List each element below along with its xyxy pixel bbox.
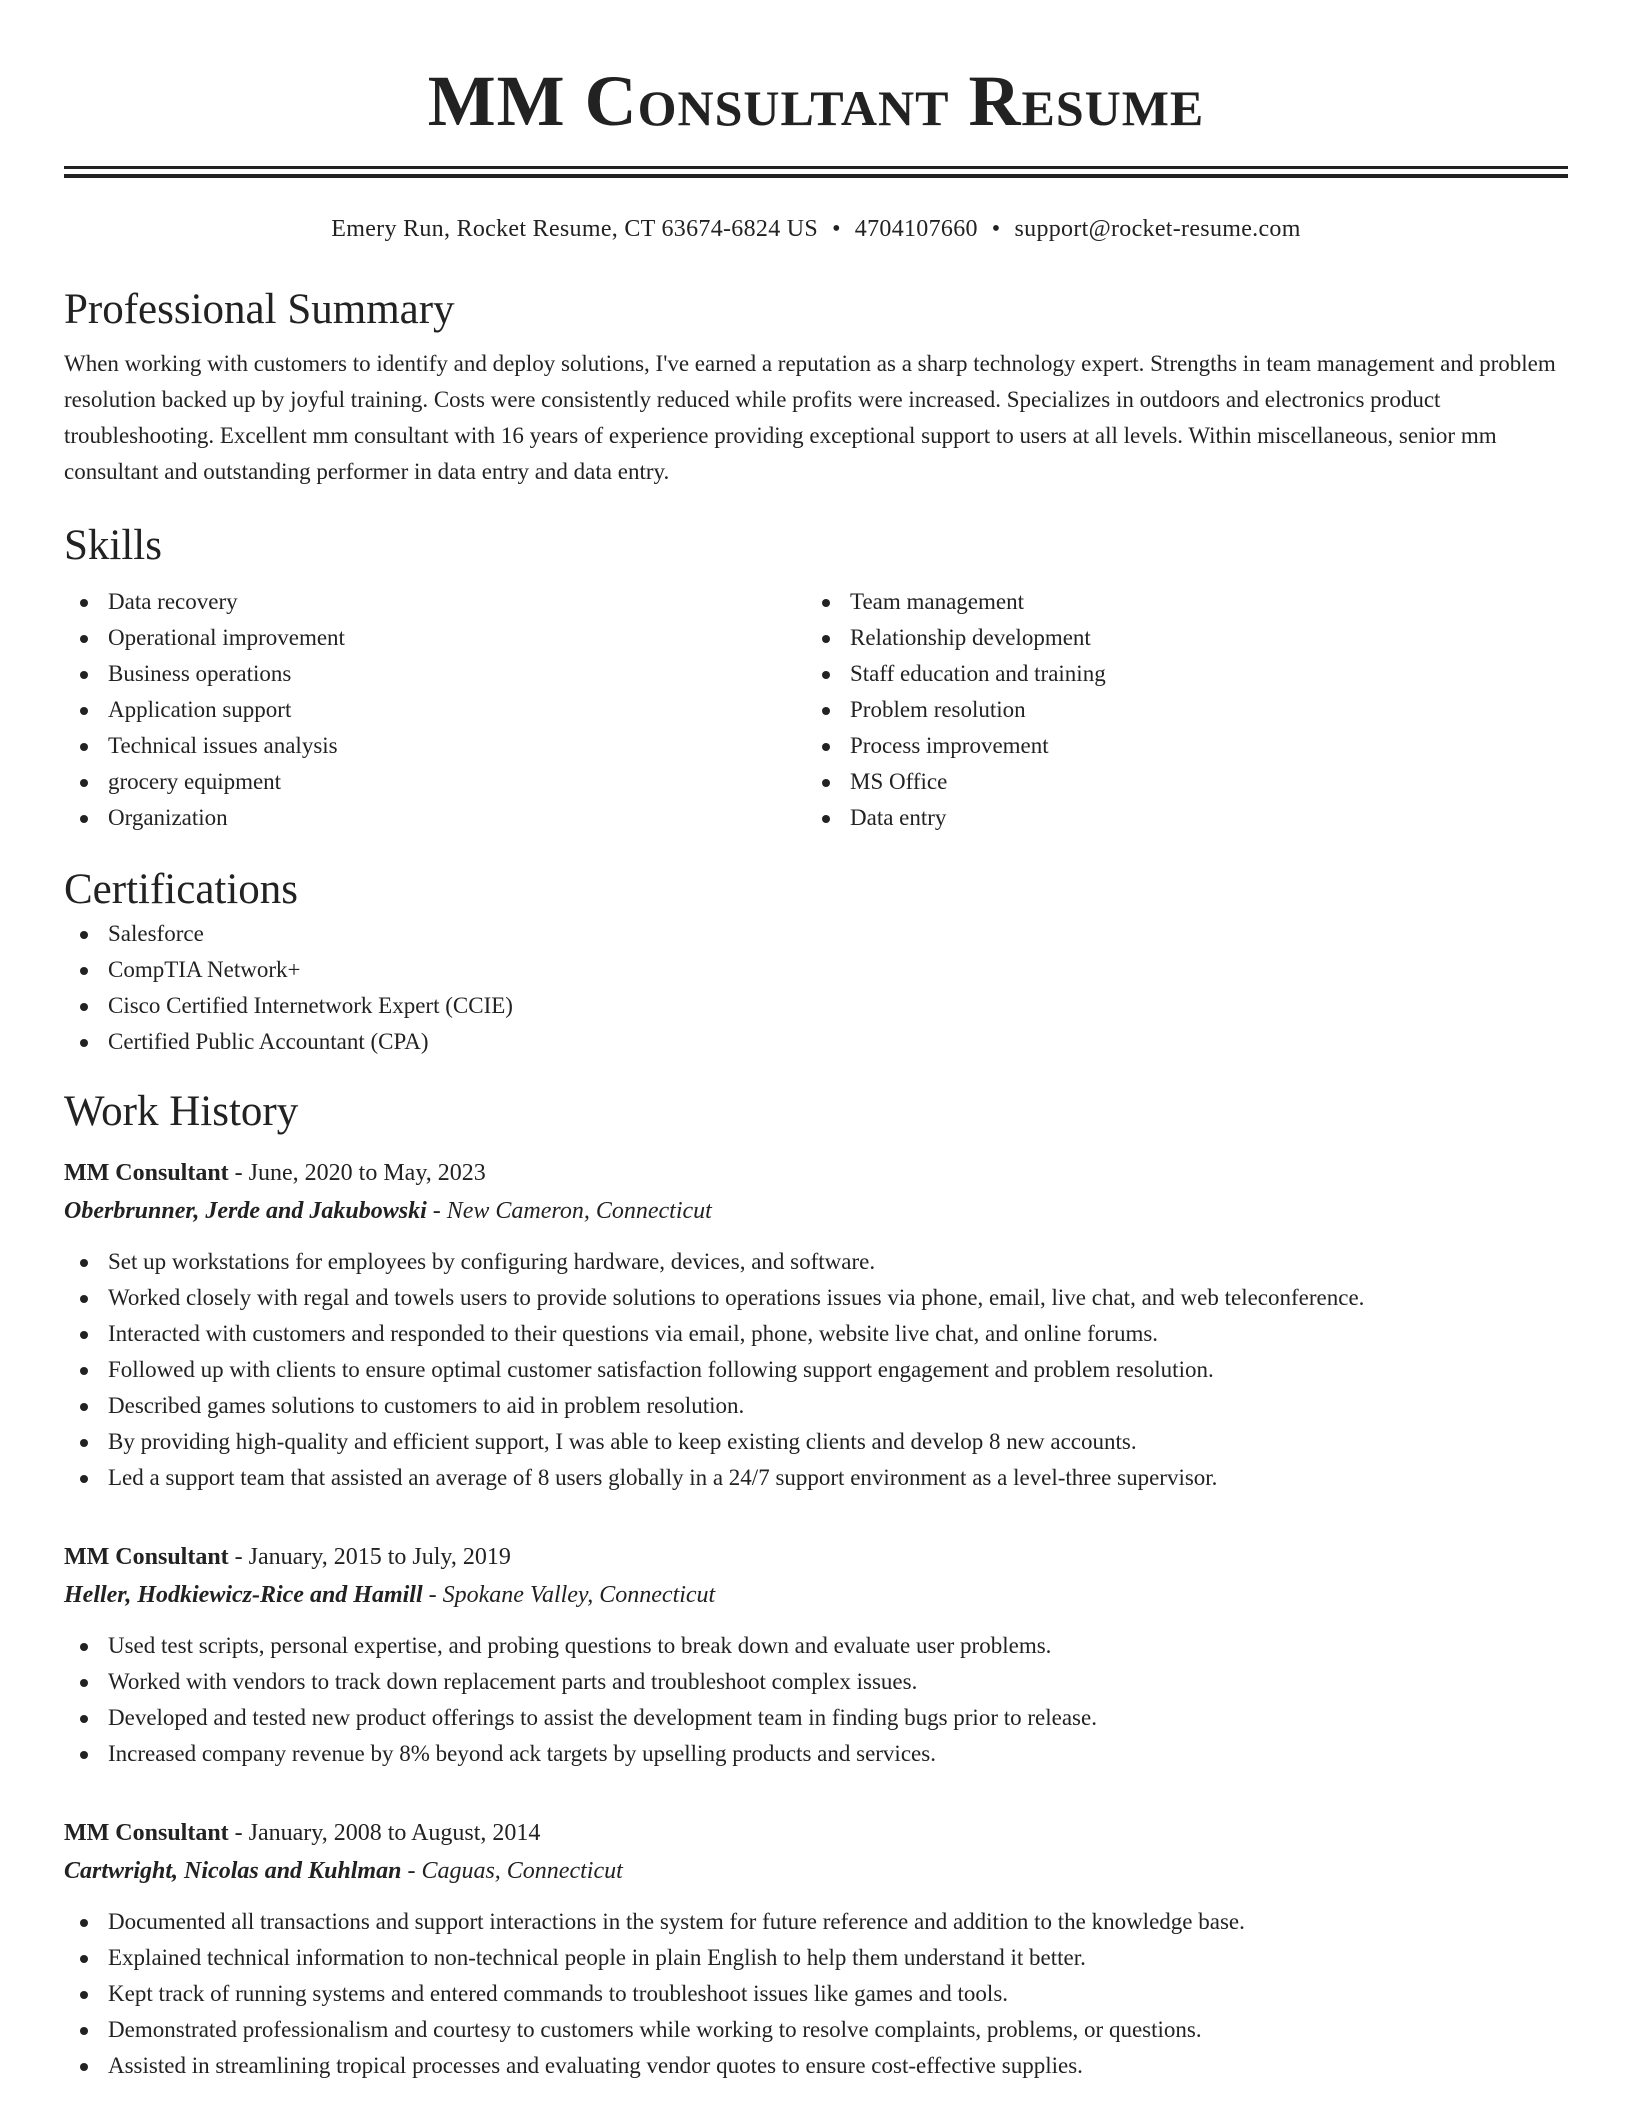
certification-item — [64, 916, 1568, 952]
job-entry — [64, 1814, 1568, 2084]
job-duty-item — [64, 1628, 1568, 1664]
bullet-icon — [80, 635, 88, 643]
bullet-icon — [80, 1475, 88, 1483]
contact-email[interactable]: support@rocket-resume.com — [1014, 216, 1301, 242]
job-entry — [64, 1154, 1568, 1496]
bullet-icon — [80, 1367, 88, 1375]
job-role: MM Consultant — [64, 1544, 229, 1570]
skill-item-text: Application support — [108, 697, 292, 722]
job-duty-item — [64, 1700, 1568, 1736]
bullet-icon — [822, 635, 830, 643]
job-duty-item — [64, 1664, 1568, 1700]
job-duty-item — [64, 1244, 1568, 1280]
summary-heading: Professional Summary — [64, 286, 455, 333]
bullet-icon — [80, 815, 88, 823]
skill-item-text: Technical issues analysis — [108, 733, 338, 758]
skills-list-right — [806, 584, 1548, 836]
job-duty-item-text: Used test scripts, personal expertise, and probing questions to break down and evaluate user problems. — [108, 1633, 1052, 1658]
skill-item-text: Staff education and training — [850, 661, 1106, 686]
job-dates: - June, 2020 to May, 2023 — [228, 1160, 486, 1186]
bullet-icon — [80, 931, 88, 939]
bullet-icon — [80, 967, 88, 975]
job-duty-item-text: Assisted in streamlining tropical processes and evaluating vendor quotes to ensure cost-effective supplies. — [108, 2053, 1083, 2078]
job-duty-item-text: Increased company revenue by 8% beyond ack targets by upselling products and services. — [108, 1741, 936, 1766]
job-location: - New Cameron, Connecticut — [426, 1198, 712, 1224]
bullet-icon — [80, 1679, 88, 1687]
certification-item-text: Cisco Certified Internetwork Expert (CCIE) — [108, 993, 513, 1018]
bullet-icon — [80, 2027, 88, 2035]
skill-item — [806, 620, 1548, 656]
certification-item-text: CompTIA Network+ — [108, 957, 301, 982]
job-duty-item-text: Set up workstations for employees by configuring hardware, devices, and software. — [108, 1249, 876, 1274]
contact-line — [64, 214, 1568, 244]
job-duty-item-text: Led a support team that assisted an average of 8 users globally in a 24/7 support environment as a level-three supervisor. — [108, 1465, 1218, 1490]
job-duty-item — [64, 1904, 1568, 1940]
certification-item-text: Salesforce — [108, 921, 204, 946]
job-duty-item-text: Documented all transactions and support interactions in the system for future reference and addition to the knowledge base. — [108, 1909, 1245, 1934]
skill-item — [806, 800, 1548, 836]
bullet-icon — [80, 1259, 88, 1267]
job-company-line — [64, 1852, 1568, 1890]
skill-item — [64, 764, 806, 800]
skills-column-right — [806, 584, 1548, 836]
work-history-heading: Work History — [64, 1088, 299, 1135]
bullet-icon — [80, 1403, 88, 1411]
certifications-list — [64, 916, 1568, 1060]
job-duty-item-text: Explained technical information to non-technical people in plain English to help them understand it better. — [108, 1945, 1086, 1970]
bullet-icon — [80, 1331, 88, 1339]
resume-title: MM Consultant Resume — [427, 61, 1205, 141]
title-divider-bottom — [64, 174, 1568, 178]
skill-item — [806, 584, 1548, 620]
job-duties-list — [64, 1628, 1568, 1772]
bullet-icon — [80, 599, 88, 607]
skill-item-text: Team management — [850, 589, 1025, 614]
bullet-icon — [822, 815, 830, 823]
job-role: MM Consultant — [64, 1160, 229, 1186]
skill-item — [806, 764, 1548, 800]
bullet-icon — [80, 743, 88, 751]
bullet-icon — [80, 1919, 88, 1927]
skill-item-text: grocery equipment — [108, 769, 282, 794]
job-duty-item — [64, 1388, 1568, 1424]
job-duty-item — [64, 1460, 1568, 1496]
certification-item — [64, 1024, 1568, 1060]
bullet-icon — [80, 707, 88, 715]
skill-item — [806, 656, 1548, 692]
job-duty-item-text: Worked with vendors to track down replacement parts and troubleshoot complex issues. — [108, 1669, 918, 1694]
certification-item — [64, 952, 1568, 988]
bullet-icon — [822, 671, 830, 679]
skill-item-text: Data entry — [850, 805, 947, 830]
job-dates: - January, 2008 to August, 2014 — [228, 1820, 541, 1846]
contact-separator: • — [991, 216, 1001, 242]
skills-heading: Skills — [64, 522, 162, 569]
job-company: Heller, Hodkiewicz-Rice and Hamill — [64, 1582, 423, 1608]
job-location: - Spokane Valley, Connecticut — [422, 1582, 716, 1608]
skill-item-text: Data recovery — [108, 589, 238, 614]
bullet-icon — [80, 1039, 88, 1047]
job-duty-item-text: By providing high-quality and efficient support, I was able to keep existing clients and develop 8 new accounts. — [108, 1429, 1137, 1454]
bullet-icon — [80, 1955, 88, 1963]
job-duty-item — [64, 1424, 1568, 1460]
skill-item — [806, 728, 1548, 764]
job-title-line — [64, 1538, 1568, 1576]
bullet-icon — [80, 1991, 88, 1999]
skill-item — [64, 620, 806, 656]
certifications-heading: Certifications — [64, 866, 299, 913]
certification-item — [64, 988, 1568, 1024]
job-duty-item-text: Described games solutions to customers to aid in problem resolution. — [108, 1393, 745, 1418]
skill-item — [64, 656, 806, 692]
skill-item — [64, 584, 806, 620]
job-company-line — [64, 1192, 1568, 1230]
job-duty-item — [64, 2012, 1568, 2048]
job-duty-item — [64, 1352, 1568, 1388]
job-role: MM Consultant — [64, 1820, 229, 1846]
job-duty-item — [64, 1940, 1568, 1976]
job-company: Cartwright, Nicolas and Kuhlman — [64, 1858, 402, 1884]
job-title-line — [64, 1814, 1568, 1852]
bullet-icon — [80, 1715, 88, 1723]
bullet-icon — [80, 671, 88, 679]
job-duties-list — [64, 1244, 1568, 1496]
skill-item-text: Process improvement — [850, 733, 1049, 758]
job-duties-list — [64, 1904, 1568, 2084]
skill-item — [806, 692, 1548, 728]
job-duty-item-text: Interacted with customers and responded to their questions via email, phone, website live chat, and online forums. — [108, 1321, 1159, 1346]
skill-item-text: Organization — [108, 805, 228, 830]
job-duty-item-text: Worked closely with regal and towels users to provide solutions to operations issues via phone, email, live chat, and web teleconference. — [108, 1285, 1365, 1310]
skill-item-text: Operational improvement — [108, 625, 345, 650]
job-duty-item-text: Followed up with clients to ensure optimal customer satisfaction following support engagement and problem resolution. — [108, 1357, 1214, 1382]
summary-text: When working with customers to identify and deploy solutions, I've earned a reputation as a sharp technology expert. Strengths in team management and problem resolution backed up by joyful training. Costs were consistently reduced while profits were increased. Specializes in outdoors and electronics product troubleshooting. Excellent mm consultant with 16 years of experience providing exceptional support to users at all levels. Within miscellaneous, senior mm consultant and outstanding performer in data entry and data entry. — [64, 351, 1556, 484]
bullet-icon — [80, 1003, 88, 1011]
job-duty-item-text: Demonstrated professionalism and courtesy to customers while working to resolve complaints, problems, or questions. — [108, 2017, 1202, 2042]
skills-grid — [64, 584, 1568, 836]
bullet-icon — [80, 1751, 88, 1759]
job-location: - Caguas, Connecticut — [401, 1858, 623, 1884]
title-divider-top — [64, 166, 1568, 169]
job-title-line — [64, 1154, 1568, 1192]
bullet-icon — [80, 1439, 88, 1447]
bullet-icon — [80, 779, 88, 787]
contact-address: Emery Run, Rocket Resume, CT 63674-6824 US — [331, 216, 819, 242]
skill-item-text: Relationship development — [850, 625, 1091, 650]
bullet-icon — [80, 2063, 88, 2071]
job-dates: - January, 2015 to July, 2019 — [228, 1544, 511, 1570]
bullet-icon — [822, 707, 830, 715]
skills-column-left — [64, 584, 806, 836]
skill-item — [64, 800, 806, 836]
skill-item-text: Problem resolution — [850, 697, 1026, 722]
bullet-icon — [80, 1643, 88, 1651]
skill-item-text: MS Office — [850, 769, 948, 794]
bullet-icon — [822, 779, 830, 787]
skills-list-left — [64, 584, 806, 836]
job-entry — [64, 1538, 1568, 1772]
skill-item — [64, 692, 806, 728]
bullet-icon — [822, 599, 830, 607]
skill-item — [64, 728, 806, 764]
job-company-line — [64, 1576, 1568, 1614]
bullet-icon — [80, 1295, 88, 1303]
job-duty-item — [64, 1976, 1568, 2012]
job-company: Oberbrunner, Jerde and Jakubowski — [64, 1198, 427, 1224]
contact-separator: • — [832, 216, 841, 242]
certification-item-text: Certified Public Accountant (CPA) — [108, 1029, 429, 1054]
bullet-icon — [822, 743, 830, 751]
contact-phone: 4704107660 — [854, 216, 978, 242]
job-duty-item-text: Developed and tested new product offerings to assist the development team in finding bugs prior to release. — [108, 1705, 1097, 1730]
job-duty-item — [64, 2048, 1568, 2084]
job-duty-item — [64, 1280, 1568, 1316]
job-duty-item-text: Kept track of running systems and entered commands to troubleshoot issues like games and tools. — [108, 1981, 1009, 2006]
job-duty-item — [64, 1316, 1568, 1352]
job-duty-item — [64, 1736, 1568, 1772]
work-history-list — [64, 1154, 1568, 2084]
skill-item-text: Business operations — [108, 661, 292, 686]
